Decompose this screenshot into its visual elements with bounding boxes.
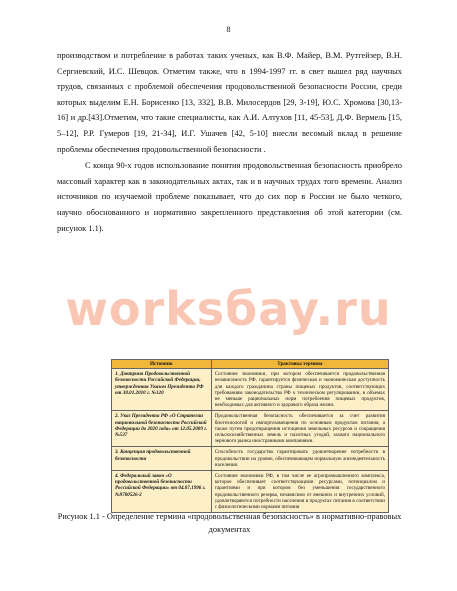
page-number: 8 (226, 25, 231, 34)
watermark: worksбay.ru (65, 282, 392, 336)
figure-caption: Рисунок 1.1 - Определение термина «продовольственная безопасность» в нормативно-правовых документах (57, 512, 402, 534)
table-header-cell: Источник (112, 360, 212, 369)
table-row (112, 369, 389, 411)
table-row (112, 411, 389, 447)
table-header-cell: Трактовка термина (211, 360, 388, 369)
paragraph: С конца 90-х годов использование понятия продовольственная безопасность приобрело массовый характер как в законодательных актах, так и в научных трудах того времени. Анализ источников по изучаемой проблеме показывает, что до сих пор в России не было четкого, научно обоснованного и нормативно закрепленного представления об этой категории (см. рисунок 1.1). (57, 161, 402, 233)
table-cell-source: 3. Концепция продовольственной безопасности (112, 447, 212, 471)
table-header-row (112, 360, 389, 369)
paragraph: производством и потребление в работах таких ученых, как В.Ф. Майер, В.М. Рутгейзер, В.Н. Сергиевский, И.С. Шевцов. Отметим также, что в 1994-1997 гг. в свет вышел ряд научных трудов, связанных с проблемой обеспечения продовольственной безопасности России, среди которых выделим Е.Н. Борисенко [13, 332], В.В. Милосердов [29, 3-19], Ю.С. Хромова [30,13-16] и др.[43].Отметим, что такие специалисты, как А.И. Алтухов [11, 45-53], Д.Ф. Вермель [15, 5–12], Р.Р. Гумеров [19, 21-34], И.Г. Ушачев [42, 5-10] внесли весомый вклад в решение проблемы обеспечения продовольственной безопасности . (57, 51, 402, 154)
definition-table (111, 359, 389, 513)
table-cell-definition: Способность государства гарантировать удовлетворение потребности в продовольствии на уровне, обеспечивающем нормальную жизнедеятельность населения. (211, 447, 388, 471)
table-cell-definition: Состояние экономики, при котором обеспечивается продовольственная независимость РФ, гарантируется физическая и экономическая доступность для каждого гражданина страны пищевых продуктов, соответствующих требованиям законодательства РФ о техническом регулировании, в объемах не меньше рациональных норм потребления пищевых продуктов, необходимых для активного и здорового образа жизни. (211, 369, 388, 411)
table-cell-definition: Состояние экономики РФ, в том числе ее агропромышленного комплекса, которое обеспечивает соответствующими ресурсами, потенциалом и гарантиями и при котором без уменьшения государственного продовольственного резерва, независимо от внешних и внутренних условий, удовлетворяются потребности населения в продуктах питания в соответствии с физиологическими нормами питания (211, 471, 388, 513)
table-row (112, 471, 389, 513)
body-text (57, 48, 402, 236)
table-cell-source: 1. Доктрина Продовольственной безопасности Российской Федерации, утвержденная Указом Президента РФ от 30.01.2010 г. №120 (112, 369, 212, 411)
table-row (112, 447, 389, 471)
table-cell-definition: Продовольственная безопасность обеспечивается за счет развития биотехнологий и импортозамещения по основным продуктам питания, а также путем предотвращения истощения земельных ресурсов и сокращения сельскохозяйственных земель и пахотных угодий, захвата национального зернового рынка иностранными компаниями. (211, 411, 388, 447)
table-cell-source: 4. Федеральный закон «О продовольственной безопасности Российской Федерации» от 04.07.1996 г. №9700526-2 (112, 471, 212, 513)
table-cell-source: 2. Указ Президента РФ «О Стратегии национальной безопасности Российской Федерации до 2020 года» от 12.05.2009 г. №537 (112, 411, 212, 447)
